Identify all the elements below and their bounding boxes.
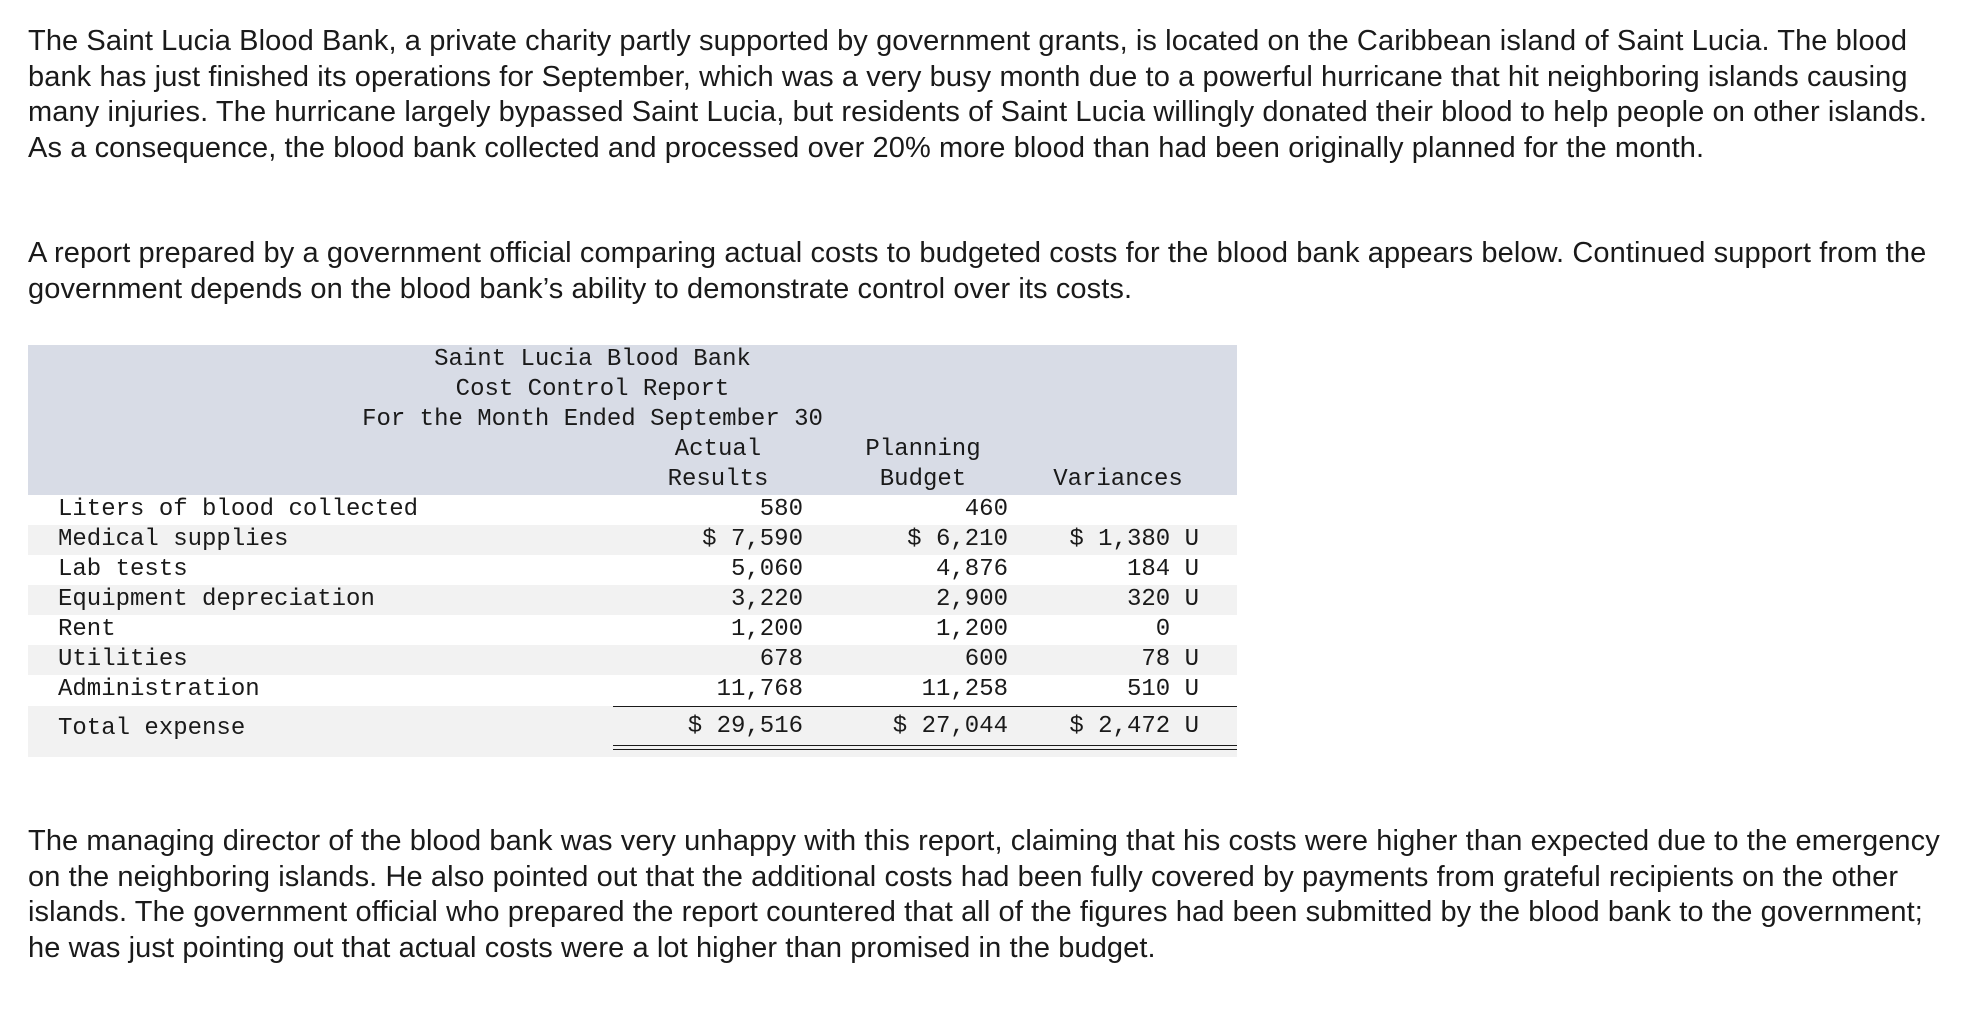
row-variance-equipment-depreciation: 320 U xyxy=(1126,586,1199,613)
row-variance-administration: 510 U xyxy=(1126,676,1199,703)
row-label-liters: Liters of blood collected xyxy=(58,496,419,523)
row-budget-administration: 11,258 xyxy=(921,676,1008,703)
row-label-administration: Administration xyxy=(58,676,260,703)
subtotal-rule xyxy=(613,706,1237,707)
row-actual-lab-tests: 5,060 xyxy=(730,556,803,583)
col-budget-line-2: Budget xyxy=(879,466,967,493)
report-title: Saint Lucia Blood Bank xyxy=(434,346,751,373)
closing-paragraph: The managing director of the blood bank was very unhappy with this report, claiming that his costs were higher than expected due to the emergency on the neighboring islands. He also pointed out that the additional costs had been fully covered by payments from grateful recipients on the other islands. The government official who prepared the report countered that all of the figures had been submitted by the blood bank to the government; he was just pointing out that actual costs were a lot higher than promised in the budget. xyxy=(28,825,1940,964)
row-label-medical-supplies: Medical supplies xyxy=(58,526,289,553)
row-label-utilities: Utilities xyxy=(58,646,188,673)
col-actual-line-1: Actual xyxy=(674,436,762,463)
row-budget-utilities: 600 xyxy=(964,646,1008,673)
row-budget-equipment-depreciation: 2,900 xyxy=(935,586,1008,613)
row-variance-rent: 0 xyxy=(1155,616,1199,643)
row-label-rent: Rent xyxy=(58,616,116,643)
row-budget-lab-tests: 4,876 xyxy=(935,556,1008,583)
total-variance: $ 2,472 U xyxy=(1069,713,1199,740)
report-subtitle: Cost Control Report xyxy=(455,376,730,403)
row-actual-equipment-depreciation: 3,220 xyxy=(730,586,803,613)
col-budget-line-1: Planning xyxy=(865,436,981,463)
total-actual: $ 29,516 xyxy=(687,713,803,740)
row-budget-medical-supplies: $ 6,210 xyxy=(907,526,1008,553)
row-budget-liters: 460 xyxy=(964,496,1008,523)
row-actual-rent: 1,200 xyxy=(730,616,803,643)
row-budget-rent: 1,200 xyxy=(935,616,1008,643)
col-actual-line-2: Results xyxy=(667,466,769,493)
row-actual-utilities: 678 xyxy=(759,646,803,673)
row-variance-lab-tests: 184 U xyxy=(1126,556,1199,583)
row-actual-liters: 580 xyxy=(759,496,803,523)
intro-paragraph-1: The Saint Lucia Blood Bank, a private charity partly supported by government grants, is located on the Caribbean island of Saint Lucia. The blood bank has just finished its operations for September, which was a very busy month due to a powerful hurricane that hit neighboring islands causing many injuries. The hurricane largely bypassed Saint Lucia, but residents of Saint Lucia willingly donated their blood to help people on other islands. As a consequence, the blood bank collected and processed over 20% more blood than had been originally planned for the month. xyxy=(28,25,1927,164)
total-label: Total expense xyxy=(58,715,246,742)
total-double-rule xyxy=(613,745,1237,750)
row-actual-administration: 11,768 xyxy=(716,676,803,703)
row-actual-medical-supplies: $ 7,590 xyxy=(702,526,803,553)
row-variance-utilities: 78 U xyxy=(1141,646,1199,673)
col-variances: Variances xyxy=(1053,466,1183,493)
cost-control-report xyxy=(28,345,1237,757)
row-variance-medical-supplies: $ 1,380 U xyxy=(1069,526,1199,553)
report-period: For the Month Ended September 30 xyxy=(362,406,823,433)
total-budget: $ 27,044 xyxy=(892,713,1008,740)
intro-paragraph-2: A report prepared by a government official comparing actual costs to budgeted costs for the blood bank appears below. Continued support from the government depends on the blood bank’s ability to demonstrate control over its costs. xyxy=(28,237,1927,305)
row-label-equipment-depreciation: Equipment depreciation xyxy=(58,586,375,613)
row-label-lab-tests: Lab tests xyxy=(58,556,188,583)
